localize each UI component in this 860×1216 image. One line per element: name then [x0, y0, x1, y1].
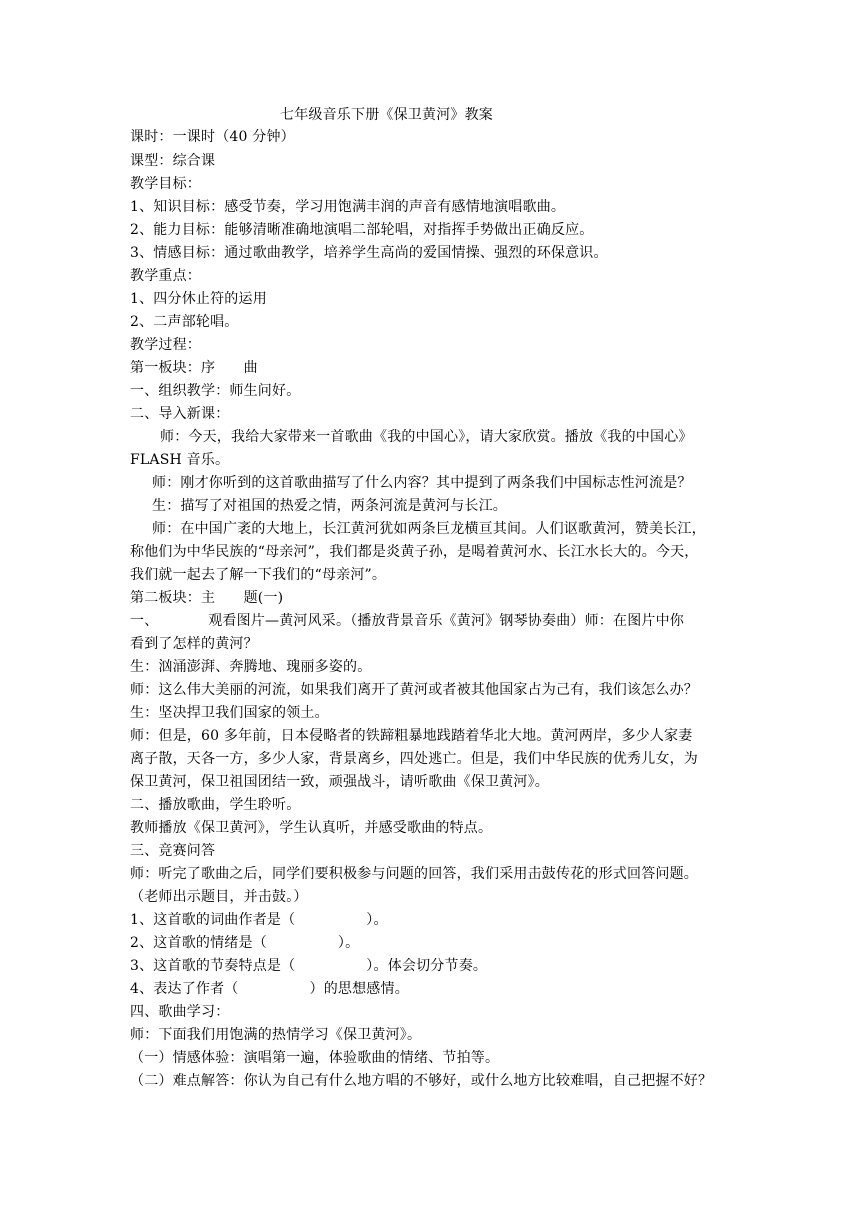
text-line: 生：汹涌澎湃、奔腾地、瑰丽多姿的。: [130, 659, 372, 675]
text-line: 称他们为中华民族的“母亲河”，我们都是炎黄子孙，是喝着黄河水、长江水长大的。今天，: [130, 544, 699, 560]
text-line: 一、组织教学：师生问好。: [130, 383, 301, 399]
text-line: 师：今天，我给大家带来一首歌曲《我的中国心》，请大家欣赏。播放《我的中国心》: [160, 429, 693, 445]
text-line: （一）情感体验：演唱第一遍，体验歌曲的情绪、节拍等。: [130, 1050, 500, 1066]
text-line: 教学过程：: [130, 337, 201, 353]
text-line: 师：但是，60 多年前，日本侵略者的铁蹄粗暴地践踏着华北大地。黄河两岸，多少人家妻: [130, 728, 693, 744]
text-line: 四、歌曲学习：: [130, 1004, 230, 1020]
section-heading: 第二板块：主 题(一): [130, 590, 284, 606]
text-line: FLASH 音乐。: [130, 452, 230, 468]
page-title: 七年级音乐下册《保卫黄河》教案: [280, 107, 493, 123]
question-line: 1、这首歌的词曲作者是（ ）。: [130, 912, 388, 928]
text-line: 教学目标：: [130, 176, 201, 192]
text-line: 1、知识目标：感受节奏，学习用饱满丰润的声音有感情地演唱歌曲。: [130, 199, 566, 215]
question-line: 2、这首歌的情绪是（ ）。: [130, 935, 360, 951]
text-line: 二、导入新课：: [130, 406, 230, 422]
section-heading: 第一板块：序 曲: [130, 360, 258, 376]
text-line: 3、情感目标：通过歌曲教学，培养学生高尚的爱国情操、强烈的环保意识。: [130, 245, 608, 261]
text-line: 2、能力目标：能够清晰准确地演唱二部轮唱，对指挥手势做出正确反应。: [130, 222, 594, 238]
text-line: 生：描写了对祖国的热爱之情，两条河流是黄河与长江。: [152, 498, 507, 514]
text-line: 课型：综合课: [130, 153, 216, 169]
text-line: 保卫黄河，保卫祖国团结一致，顽强战斗，请听歌曲《保卫黄河》。: [130, 774, 549, 790]
text-line: 课时：一课时（40 分钟）: [130, 129, 295, 145]
text-line: 三、竞赛问答: [130, 843, 216, 859]
text-line: 1、四分休止符的运用: [130, 291, 267, 307]
text-line: 2、二声部轮唱。: [130, 314, 239, 330]
text-line: 生：坚决捍卫我们国家的领土。: [130, 705, 329, 721]
text-line: （二）难点解答：你认为自己有什么地方唱的不够好，或什么地方比较难唱，自己把握不好？: [130, 1073, 713, 1089]
text-line: 师：刚才你听到的这首歌曲描写了什么内容？其中提到了两条我们中国标志性河流是？: [152, 475, 692, 491]
text-line: 师：这么伟大美丽的河流，如果我们离开了黄河或者被其他国家占为己有，我们该怎么办？: [130, 682, 698, 698]
question-line: 3、这首歌的节奏特点是（ ）。体会切分节奏。: [130, 958, 488, 974]
text-line: 一、 观看图片—黄河风采。（播放背景音乐《黄河》钢琴协奏曲）师：在图片中你: [130, 613, 684, 629]
text-line: 师：在中国广袤的大地上，长江黄河犹如两条巨龙横亘其间。人们讴歌黄河，赞美长江，: [152, 521, 706, 537]
text-line: （老师出示题目，并击鼓。）: [130, 889, 308, 905]
text-line: 师：听完了歌曲之后，同学们要积极参与问题的回答，我们采用击鼓传花的形式回答问题。: [130, 866, 698, 882]
text-line: 教学重点：: [130, 268, 201, 284]
text-line: 我们就一起去了解一下我们的“母亲河”。: [130, 567, 387, 583]
text-line: 看到了怎样的黄河？: [130, 636, 258, 652]
text-line: 二、播放歌曲，学生聆听。: [130, 797, 301, 813]
text-line: 教师播放《保卫黄河》，学生认真听，并感受歌曲的特点。: [130, 820, 493, 836]
text-line: 师：下面我们用饱满的热情学习《保卫黄河》。: [130, 1027, 422, 1043]
question-line: 4、表达了作者（ ）的思想感情。: [130, 981, 409, 997]
text-line: 离子散，天各一方，多少人家，背景离乡，四处逃亡。但是，我们中华民族的优秀儿女，为: [130, 751, 698, 767]
